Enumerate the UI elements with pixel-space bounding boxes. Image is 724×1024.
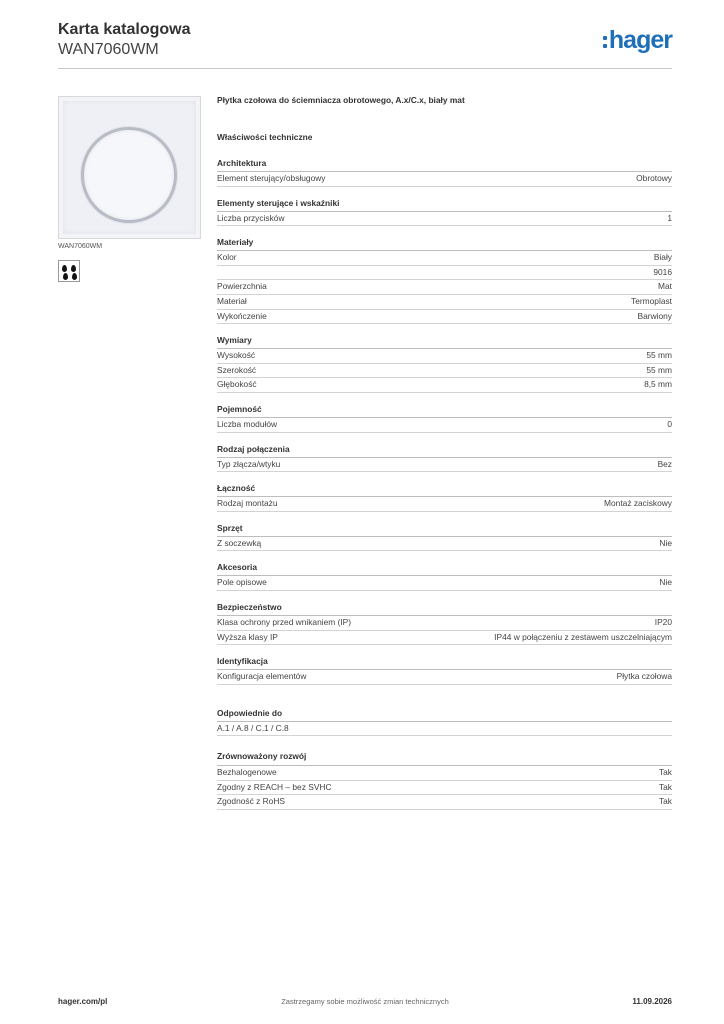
property-label: Wyższa klasy IP (217, 631, 278, 642)
property-section (217, 403, 672, 433)
property-label: Typ złącza/wtyku (217, 458, 281, 469)
hager-logo (603, 27, 672, 53)
property-row (217, 310, 672, 325)
section-title: Rodzaj połączenia (217, 443, 672, 458)
section-title: Architektura (217, 157, 672, 172)
property-value: Płytka czołowa (616, 671, 672, 682)
property-label: Konfiguracja elementów (217, 671, 307, 682)
property-label: Szerokość (217, 364, 257, 375)
property-label: A.1 / A.8 / C.1 / C.8 (217, 722, 289, 733)
property-label: Kolor (217, 252, 237, 263)
property-value: IP44 w połączeniu z zestawem uszczelniającym (494, 631, 672, 642)
property-label: Rodzaj montażu (217, 498, 278, 509)
section-title: Zrównoważony rozwój (217, 751, 307, 762)
property-value: Mat (658, 281, 672, 292)
property-value: Nie (659, 537, 672, 548)
section-title: Sprzęt (217, 522, 672, 537)
property-label: Pole opisowe (217, 577, 267, 588)
property-row (217, 670, 672, 685)
property-value: 1 (667, 212, 672, 223)
property-label: Klasa ochrony przed wnikaniem (IP) (217, 616, 352, 627)
property-row (217, 781, 672, 796)
footer-date: 11.09.2026 (632, 997, 672, 1006)
water-drops-icon (58, 260, 80, 282)
section-title: Pojemność (217, 403, 672, 418)
property-section (217, 601, 672, 645)
properties-heading: Właściwości techniczne (217, 132, 313, 142)
property-value: Termoplast (631, 295, 672, 306)
property-row (217, 378, 672, 393)
property-row (217, 537, 672, 552)
section-title: Elementy sterujące i wskaźniki (217, 197, 672, 212)
property-value: 55 mm (646, 364, 672, 375)
section-title: Materiały (217, 236, 672, 251)
property-value: Montaż zaciskowy (604, 498, 672, 509)
property-value: Barwiony (637, 310, 672, 321)
property-label: Wykończenie (217, 310, 267, 321)
document-title: Karta katalogowa (58, 21, 191, 38)
product-image (58, 96, 201, 239)
header-divider (58, 68, 672, 69)
property-row (217, 251, 672, 266)
property-row (217, 212, 672, 227)
technical-data (217, 94, 672, 810)
property-row (217, 172, 672, 187)
footer-note: Zastrzegamy sobie możliwość zmian technicznych (281, 997, 449, 1006)
property-row (217, 631, 672, 646)
property-section (217, 236, 672, 324)
property-row (217, 497, 672, 512)
section-title: Odpowiednie do (217, 707, 672, 722)
property-section (217, 482, 672, 512)
property-section (217, 443, 672, 473)
suitable-section (217, 707, 672, 737)
section-title: Bezpieczeństwo (217, 601, 672, 616)
property-row (217, 458, 672, 473)
property-label: Powierzchnia (217, 281, 267, 292)
property-label: Głębokość (217, 379, 257, 390)
property-row (217, 795, 672, 810)
page-header (58, 20, 672, 59)
property-value: Biały (653, 252, 672, 263)
property-section (217, 157, 672, 187)
property-value: Tak (658, 796, 672, 807)
property-row (217, 766, 672, 781)
property-row (217, 722, 672, 737)
property-value: Bez (657, 458, 672, 469)
property-row (217, 364, 672, 379)
property-row (217, 349, 672, 364)
property-value: Tak (658, 781, 672, 792)
property-row (217, 280, 672, 295)
property-label: Zgodny z REACH – bez SVHC (217, 781, 332, 792)
property-row (217, 418, 672, 433)
property-section (217, 561, 672, 591)
product-code: WAN7060WM (58, 41, 159, 58)
logo-dots-icon (603, 36, 607, 48)
property-label: Liczba modułów (217, 418, 278, 429)
property-row (217, 295, 672, 310)
property-section (217, 197, 672, 227)
section-title: Wymiary (217, 334, 672, 349)
image-caption: WAN7060WM (58, 243, 103, 250)
property-value: IP20 (654, 616, 672, 627)
property-label: Wysokość (217, 350, 256, 361)
property-value: Nie (659, 577, 672, 588)
product-image-column (58, 96, 201, 282)
product-description: Płytka czołowa do ściemniacza obrotowego, A.x/C.x, biały mat (217, 95, 465, 105)
property-label: Bezhalogenowe (217, 767, 277, 778)
property-row (217, 616, 672, 631)
property-section (217, 522, 672, 552)
footer-website: hager.com/pl (58, 997, 108, 1006)
section-title: Łączność (217, 482, 672, 497)
property-label: Z soczewką (217, 537, 262, 548)
property-row (217, 266, 672, 281)
property-value: 55 mm (646, 350, 672, 361)
property-label: Liczba przycisków (217, 212, 285, 223)
property-value: Obrotowy (636, 173, 672, 183)
property-value: 9016 (653, 266, 672, 277)
property-section (217, 334, 672, 393)
dimmer-knob (81, 127, 177, 223)
property-row (217, 576, 672, 591)
property-value: Tak (658, 767, 672, 778)
property-sections (217, 157, 672, 685)
section-title: Akcesoria (217, 561, 672, 576)
section-title: Identyfikacja (217, 655, 672, 670)
logo-text: hager (608, 26, 672, 54)
property-label: Element sterujący/obsługowy (217, 173, 326, 183)
property-label: Materiał (217, 295, 247, 306)
property-label: Zgodność z RoHS (217, 796, 285, 807)
property-section (217, 655, 672, 685)
sustainability-section (217, 750, 672, 810)
property-value: 0 (667, 418, 672, 429)
property-value: 8,5 mm (644, 379, 672, 390)
